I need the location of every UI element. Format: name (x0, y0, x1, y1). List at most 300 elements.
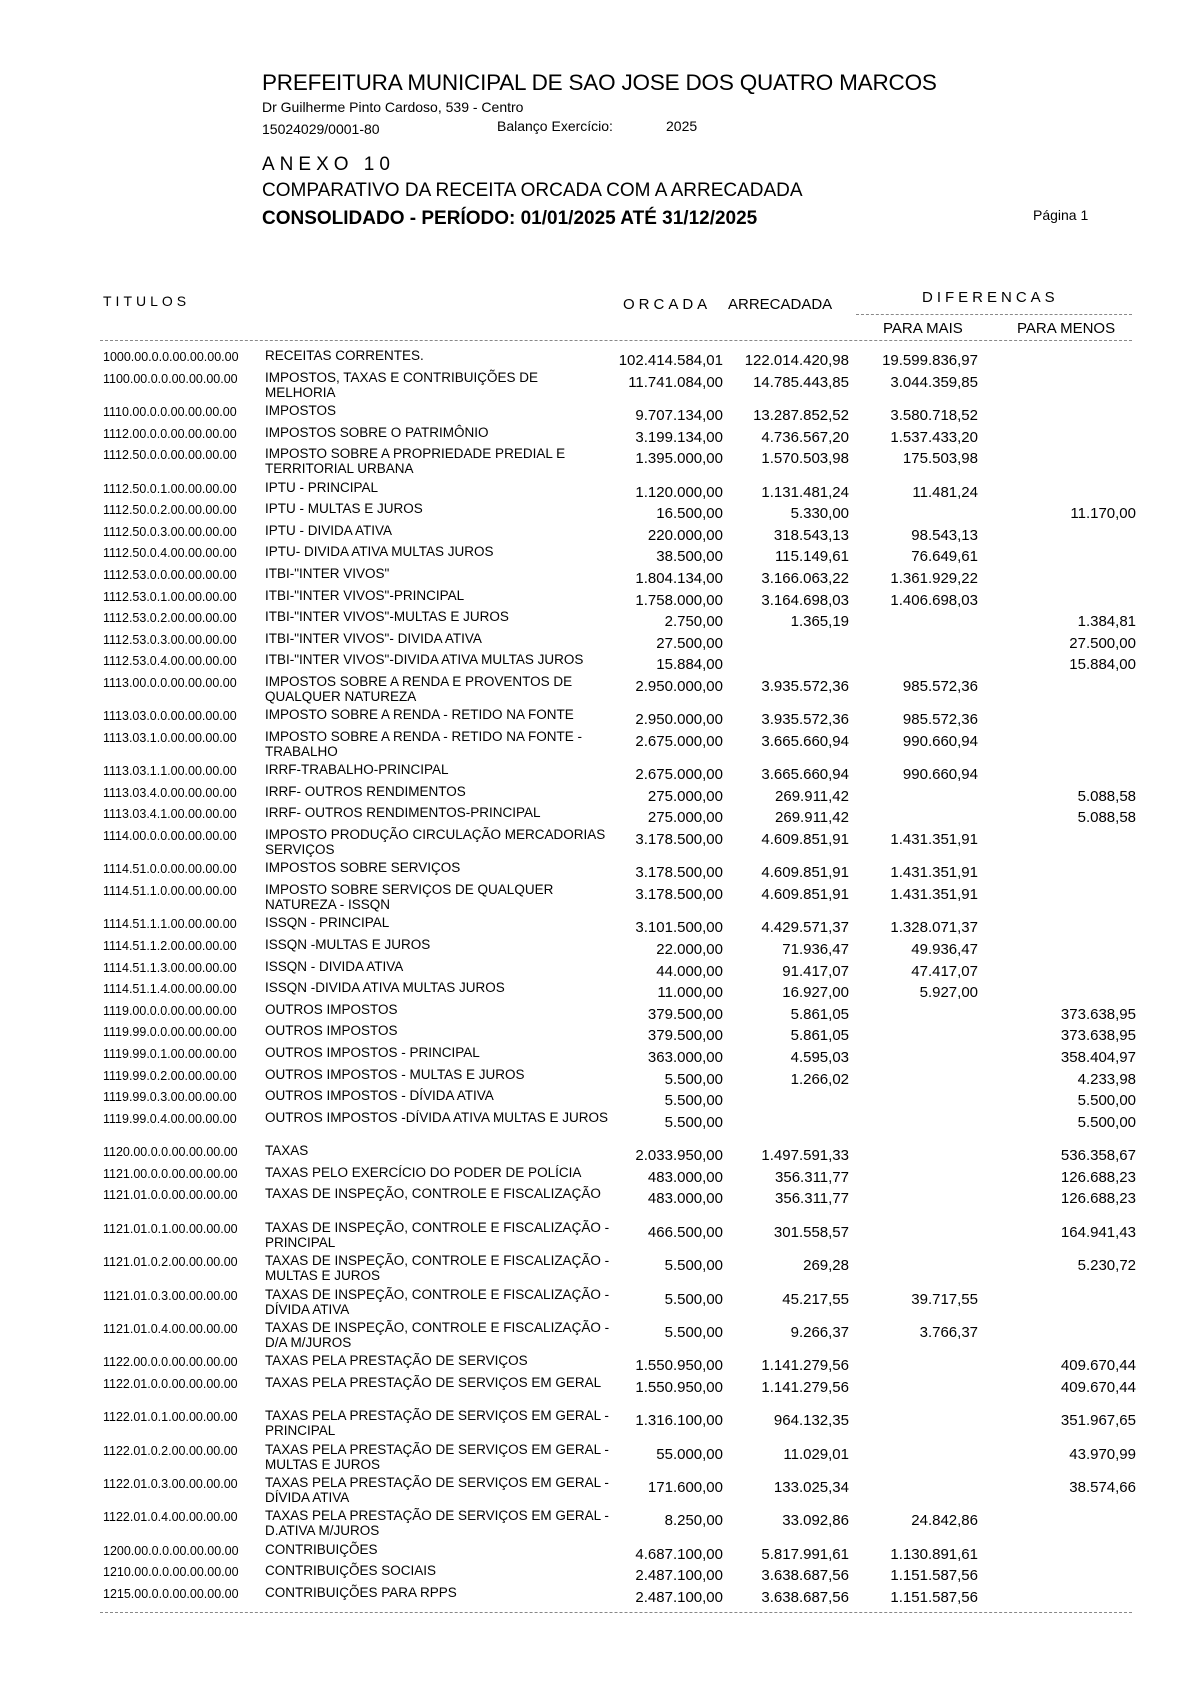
row-para-menos: 11.170,00 (1070, 505, 1136, 523)
row-para-menos: 164.941,43 (1060, 1223, 1136, 1241)
row-orcada: 22.000,00 (656, 941, 723, 959)
row-para-mais: 1.151.587,56 (890, 1567, 978, 1585)
row-para-mais: 1.328.071,37 (890, 919, 978, 937)
row-orcada: 1.395.000,00 (635, 450, 723, 468)
row-para-menos: 43.970,99 (1069, 1445, 1136, 1463)
row-orcada: 379.500,00 (647, 1027, 723, 1045)
table-row (0, 1583, 1190, 1605)
row-description: IMPOSTOS SOBRE A RENDA E PROVENTOS DE QUALQUER NATUREZA (265, 673, 573, 704)
row-orcada: 5.500,00 (664, 1113, 723, 1131)
row-code: 1121.01.0.1.00.00.00.00 (103, 1221, 238, 1236)
row-orcada: 2.750,00 (664, 613, 723, 631)
table-row (0, 1108, 1190, 1141)
row-description: IMPOSTO SOBRE SERVIÇOS DE QUALQUER NATUREZA - ISSQN (265, 882, 554, 913)
row-code: 1119.99.0.3.00.00.00.00 (103, 1090, 237, 1105)
row-arrecadada: 3.164.698,03 (761, 591, 849, 609)
row-orcada: 2.675.000,00 (635, 732, 723, 750)
row-code: 1112.53.0.3.00.00.00.00 (103, 632, 237, 647)
row-para-menos: 351.967,65 (1060, 1412, 1136, 1430)
row-description: ISSQN -MULTAS E JUROS (265, 937, 431, 953)
row-arrecadada: 269.911,42 (775, 787, 849, 805)
row-para-menos: 4.233,98 (1077, 1070, 1136, 1088)
row-code: 1122.00.0.0.00.00.00.00 (103, 1355, 238, 1370)
row-arrecadada: 91.417,07 (782, 962, 849, 980)
row-arrecadada: 5.817.991,61 (761, 1545, 849, 1563)
row-para-mais: 49.936,47 (911, 941, 978, 959)
row-arrecadada: 1.141.279,56 (761, 1378, 849, 1396)
row-description: OUTROS IMPOSTOS (265, 1001, 398, 1017)
row-description: TAXAS PELO EXERCÍCIO DO PODER DE POLÍCIA (265, 1164, 582, 1180)
row-code: 1119.99.0.0.00.00.00.00 (103, 1025, 237, 1040)
row-code: 1110.00.0.0.00.00.00.00 (103, 404, 237, 419)
row-description: TAXAS DE INSPEÇÃO, CONTROLE E FISCALIZAÇÃO - DÍVIDA ATIVA (265, 1286, 610, 1317)
organization-name: PREFEITURA MUNICIPAL DE SAO JOSE DOS QUATRO MARCOS (262, 70, 937, 95)
row-orcada: 27.500,00 (656, 634, 723, 652)
row-description: IRRF- OUTROS RENDIMENTOS (265, 783, 466, 799)
row-para-mais: 3.044.359,85 (890, 373, 978, 391)
row-para-menos: 373.638,95 (1060, 1027, 1136, 1045)
row-code: 1114.51.1.2.00.00.00.00 (103, 939, 237, 954)
row-description: TAXAS PELA PRESTAÇÃO DE SERVIÇOS EM GERAL - MULTAS E JUROS (265, 1441, 609, 1472)
row-arrecadada: 122.014.420,98 (744, 352, 849, 369)
row-description: TAXAS PELA PRESTAÇÃO DE SERVIÇOS EM GERAL - PRINCIPAL (265, 1408, 609, 1439)
row-code: 1100.00.0.0.00.00.00.00 (103, 371, 238, 386)
table-row (0, 1440, 1190, 1473)
row-orcada: 5.500,00 (664, 1290, 723, 1308)
table-row (0, 1251, 1190, 1284)
table-row (0, 935, 1190, 957)
row-code: 1122.01.0.2.00.00.00.00 (103, 1443, 238, 1458)
row-para-menos: 5.500,00 (1077, 1092, 1136, 1110)
row-arrecadada: 9.266,37 (790, 1323, 849, 1341)
row-para-mais: 985.572,36 (902, 711, 978, 729)
row-para-menos: 126.688,23 (1060, 1168, 1136, 1186)
row-arrecadada: 3.665.660,94 (761, 766, 849, 784)
row-code: 1113.03.1.0.00.00.00.00 (103, 730, 237, 745)
row-para-mais: 1.151.587,56 (890, 1589, 978, 1607)
table-row (0, 1561, 1190, 1583)
row-description: TAXAS (265, 1143, 309, 1159)
row-orcada: 275.000,00 (647, 809, 723, 827)
row-description: TAXAS DE INSPEÇÃO, CONTROLE E FISCALIZAÇÃO - PRINCIPAL (265, 1219, 610, 1250)
table-row (0, 672, 1190, 705)
row-code: 1114.51.0.0.00.00.00.00 (103, 862, 237, 877)
row-orcada: 1.758.000,00 (635, 591, 723, 609)
row-para-menos: 15.884,00 (1069, 656, 1136, 674)
row-description: ITBI-"INTER VIVOS" (265, 565, 390, 581)
row-arrecadada: 356.311,77 (775, 1168, 849, 1186)
row-arrecadada: 4.429.571,37 (761, 919, 849, 937)
row-code: 1113.03.0.0.00.00.00.00 (103, 709, 237, 724)
table-row (0, 542, 1190, 564)
row-arrecadada: 4.609.851,91 (761, 886, 849, 904)
annex-title: ANEXO 10 (262, 154, 395, 175)
row-code: 1113.00.0.0.00.00.00.00 (103, 675, 237, 690)
row-description: TAXAS PELA PRESTAÇÃO DE SERVIÇOS EM GERAL - D.ATIVA M/JUROS (265, 1508, 609, 1539)
row-orcada: 5.500,00 (664, 1092, 723, 1110)
row-orcada: 102.414.584,01 (618, 352, 723, 369)
row-description: ISSQN - DIVIDA ATIVA (265, 958, 404, 974)
row-orcada: 11.741.084,00 (628, 373, 723, 391)
table-row (0, 1184, 1190, 1217)
row-orcada: 44.000,00 (656, 962, 723, 980)
row-description: ISSQN -DIVIDA ATIVA MULTAS JUROS (265, 980, 505, 996)
row-orcada: 5.500,00 (664, 1323, 723, 1341)
table-row (0, 880, 1190, 913)
row-arrecadada: 5.861,05 (790, 1005, 849, 1023)
row-arrecadada: 71.936,47 (782, 941, 849, 959)
row-arrecadada: 16.927,00 (782, 984, 849, 1002)
row-code: 1113.03.4.1.00.00.00.00 (103, 807, 237, 822)
table-row (0, 478, 1190, 500)
row-description: TAXAS PELA PRESTAÇÃO DE SERVIÇOS EM GERAL - DÍVIDA ATIVA (265, 1475, 609, 1506)
row-para-mais: 1.431.351,91 (890, 864, 978, 882)
row-description: IMPOSTO SOBRE A RENDA - RETIDO NA FONTE - TRABALHO (265, 728, 583, 759)
table-row (0, 444, 1190, 477)
row-code: 1112.53.0.1.00.00.00.00 (103, 589, 237, 604)
row-para-mais: 5.927,00 (919, 984, 978, 1002)
row-orcada: 3.178.500,00 (635, 831, 723, 849)
row-description: IPTU- DIVIDA ATIVA MULTAS JUROS (265, 544, 494, 560)
row-code: 1112.53.0.4.00.00.00.00 (103, 654, 237, 669)
table-row (0, 1141, 1190, 1163)
table-row (0, 782, 1190, 804)
row-para-mais: 1.431.351,91 (890, 831, 978, 849)
row-orcada: 16.500,00 (656, 505, 723, 523)
row-para-mais: 1.406.698,03 (890, 591, 978, 609)
row-code: 1121.01.0.2.00.00.00.00 (103, 1255, 238, 1270)
table-row (0, 423, 1190, 445)
row-orcada: 2.950.000,00 (635, 677, 723, 695)
table-row (0, 1351, 1190, 1373)
column-header-orcada: ORCADA (623, 296, 712, 313)
row-orcada: 15.884,00 (656, 656, 723, 674)
row-arrecadada: 1.497.591,33 (761, 1147, 849, 1165)
row-code: 1200.00.0.0.00.00.00.00 (103, 1543, 239, 1558)
row-orcada: 220.000,00 (647, 526, 723, 544)
row-orcada: 466.500,00 (647, 1223, 723, 1241)
row-code: 1000.00.0.0.00.00.00.00 (103, 350, 239, 364)
row-para-menos: 409.670,44 (1060, 1378, 1136, 1396)
row-arrecadada: 133.025,34 (773, 1479, 849, 1497)
row-code: 1215.00.0.0.00.00.00.00 (103, 1587, 239, 1602)
table-row (0, 1163, 1190, 1185)
row-para-mais: 990.660,94 (902, 732, 978, 750)
report-period: CONSOLIDADO - PERÍODO: 01/01/2025 ATÉ 31/12/2025 (262, 208, 758, 229)
row-code: 1114.51.1.4.00.00.00.00 (103, 982, 237, 997)
table-row (0, 1065, 1190, 1087)
row-arrecadada: 318.543,13 (773, 526, 849, 544)
row-description: IPTU - MULTAS E JUROS (265, 501, 423, 517)
row-code: 1121.01.0.3.00.00.00.00 (103, 1288, 238, 1303)
row-description: TAXAS PELA PRESTAÇÃO DE SERVIÇOS EM GERAL (265, 1374, 602, 1390)
row-arrecadada: 4.609.851,91 (761, 864, 849, 882)
row-description: OUTROS IMPOSTOS - DÍVIDA ATIVA (265, 1088, 494, 1104)
row-description: TAXAS DE INSPEÇÃO, CONTROLE E FISCALIZAÇÃO - MULTAS E JUROS (265, 1253, 610, 1284)
row-para-mais: 11.481,24 (912, 483, 978, 501)
row-orcada: 171.600,00 (647, 1479, 723, 1497)
revenue-table (0, 346, 1190, 1605)
row-description: IMPOSTO SOBRE A PROPRIEDADE PREDIAL E TERRITORIAL URBANA (265, 446, 566, 477)
table-row (0, 1406, 1190, 1439)
row-para-menos: 373.638,95 (1060, 1005, 1136, 1023)
table-row (0, 1000, 1190, 1022)
row-code: 1121.01.0.0.00.00.00.00 (103, 1188, 238, 1203)
row-arrecadada: 11.029,01 (783, 1445, 849, 1463)
row-code: 1119.99.0.1.00.00.00.00 (103, 1047, 237, 1061)
row-arrecadada: 269.911,42 (775, 809, 849, 827)
organization-address: Dr Guilherme Pinto Cardoso, 539 - Centro (262, 99, 524, 115)
column-header-diferencas: DIFERENCAS (922, 289, 1059, 306)
row-code: 1122.01.0.3.00.00.00.00 (103, 1477, 238, 1492)
table-row (0, 760, 1190, 782)
row-code: 1210.00.0.0.00.00.00.00 (103, 1565, 239, 1580)
row-arrecadada: 3.638.687,56 (761, 1567, 849, 1585)
table-row (0, 499, 1190, 521)
row-para-mais: 3.580.718,52 (890, 406, 978, 424)
row-orcada: 9.707.134,00 (635, 406, 723, 424)
row-code: 1122.01.0.1.00.00.00.00 (103, 1410, 238, 1425)
table-row (0, 346, 1190, 368)
row-orcada: 1.804.134,00 (635, 569, 723, 587)
row-description: TAXAS DE INSPEÇÃO, CONTROLE E FISCALIZAÇÃO -D/A M/JUROS (265, 1319, 610, 1350)
row-arrecadada: 964.132,35 (773, 1412, 849, 1430)
table-row (0, 564, 1190, 586)
row-code: 1113.03.4.0.00.00.00.00 (103, 785, 237, 800)
row-code: 1114.51.1.3.00.00.00.00 (103, 960, 237, 975)
row-arrecadada: 1.131.481,24 (761, 483, 849, 501)
row-description: OUTROS IMPOSTOS - PRINCIPAL (265, 1045, 480, 1060)
row-description: OUTROS IMPOSTOS (265, 1023, 398, 1039)
row-para-mais: 175.503,98 (902, 450, 978, 468)
row-code: 1112.50.0.1.00.00.00.00 (103, 481, 237, 496)
column-header-titulos: TITULOS (103, 293, 191, 309)
row-arrecadada: 1.266,02 (790, 1070, 849, 1088)
row-orcada: 5.500,00 (664, 1257, 723, 1275)
row-orcada: 2.950.000,00 (635, 711, 723, 729)
row-para-mais: 76.649,61 (911, 548, 978, 566)
row-orcada: 3.199.134,00 (635, 428, 723, 446)
table-row (0, 401, 1190, 423)
column-header-para-mais: PARA MAIS (883, 320, 963, 337)
row-arrecadada: 3.638.687,56 (761, 1589, 849, 1607)
row-arrecadada: 269,28 (803, 1257, 849, 1275)
table-row (0, 1218, 1190, 1251)
row-para-menos: 5.230,72 (1077, 1257, 1136, 1275)
row-arrecadada: 1.141.279,56 (761, 1357, 849, 1375)
row-arrecadada: 33.092,86 (782, 1512, 849, 1530)
row-description: OUTROS IMPOSTOS -DÍVIDA ATIVA MULTAS E JUROS (265, 1109, 609, 1125)
row-para-mais: 39.717,55 (911, 1290, 978, 1308)
row-para-mais: 98.543,13 (911, 526, 978, 544)
row-arrecadada: 3.166.063,22 (761, 569, 849, 587)
row-code: 1120.00.0.0.00.00.00.00 (103, 1145, 238, 1160)
row-description: ITBI-"INTER VIVOS"-DIVIDA ATIVA MULTAS JUROS (265, 652, 584, 668)
row-code: 1122.01.0.4.00.00.00.00 (103, 1510, 238, 1525)
row-orcada: 483.000,00 (647, 1168, 723, 1186)
row-orcada: 3.178.500,00 (635, 886, 723, 904)
row-description: IMPOSTOS SOBRE SERVIÇOS (265, 860, 461, 876)
row-para-mais: 1.130.891,61 (890, 1545, 978, 1563)
table-row (0, 825, 1190, 858)
row-arrecadada: 13.287.852,52 (753, 406, 849, 424)
row-description: RECEITAS CORRENTES. (265, 348, 424, 363)
row-para-menos: 5.500,00 (1077, 1113, 1136, 1131)
row-code: 1112.50.0.0.00.00.00.00 (103, 448, 237, 463)
table-row (0, 368, 1190, 401)
row-orcada: 483.000,00 (647, 1190, 723, 1208)
row-orcada: 379.500,00 (647, 1005, 723, 1023)
table-row (0, 1086, 1190, 1108)
table-row (0, 586, 1190, 608)
row-arrecadada: 115.149,61 (775, 548, 849, 566)
row-para-mais: 1.431.351,91 (890, 886, 978, 904)
table-row (0, 1473, 1190, 1506)
row-orcada: 4.687.100,00 (635, 1545, 723, 1563)
row-para-mais: 19.599.836,97 (882, 352, 978, 369)
row-code: 1122.01.0.0.00.00.00.00 (103, 1376, 238, 1391)
row-orcada: 2.033.950,00 (635, 1147, 723, 1165)
table-row (0, 1043, 1190, 1065)
row-description: IRRF- OUTROS RENDIMENTOS-PRINCIPAL (265, 805, 541, 821)
row-orcada: 38.500,00 (656, 548, 723, 566)
row-description: CONTRIBUIÇÕES SOCIAIS (265, 1563, 437, 1579)
table-row (0, 629, 1190, 651)
row-arrecadada: 1.365,19 (790, 613, 849, 631)
row-para-mais: 990.660,94 (902, 766, 978, 784)
row-code: 1121.01.0.4.00.00.00.00 (103, 1321, 238, 1336)
row-para-menos: 5.088,58 (1077, 809, 1136, 827)
row-arrecadada: 1.570.503,98 (761, 450, 849, 468)
table-row (0, 1373, 1190, 1406)
row-orcada: 1.550.950,00 (635, 1378, 723, 1396)
row-orcada: 3.178.500,00 (635, 864, 723, 882)
row-description: IMPOSTOS (265, 402, 337, 418)
row-code: 1113.03.1.1.00.00.00.00 (103, 764, 237, 779)
table-row (0, 913, 1190, 935)
footer-divider (100, 1612, 1132, 1613)
table-row (0, 1506, 1190, 1539)
row-orcada: 1.316.100,00 (635, 1412, 723, 1430)
row-para-menos: 5.088,58 (1077, 787, 1136, 805)
row-arrecadada: 45.217,55 (782, 1290, 849, 1308)
row-para-menos: 126.688,23 (1060, 1190, 1136, 1208)
row-orcada: 363.000,00 (647, 1049, 723, 1066)
row-orcada: 2.675.000,00 (635, 766, 723, 784)
table-row (0, 1540, 1190, 1562)
row-description: IPTU - DIVIDA ATIVA (265, 522, 393, 538)
row-description: IPTU - PRINCIPAL (265, 479, 379, 495)
table-row (0, 1318, 1190, 1351)
table-row (0, 607, 1190, 629)
row-code: 1119.00.0.0.00.00.00.00 (103, 1003, 237, 1018)
row-description: OUTROS IMPOSTOS - MULTAS E JUROS (265, 1066, 525, 1082)
balance-year: 2025 (666, 118, 698, 134)
row-arrecadada: 4.595,03 (790, 1049, 849, 1066)
row-arrecadada: 3.935.572,36 (761, 677, 849, 695)
row-code: 1112.50.0.3.00.00.00.00 (103, 524, 237, 539)
organization-cnpj: 15024029/0001-80 (262, 121, 380, 137)
row-para-menos: 27.500,00 (1069, 634, 1136, 652)
row-orcada: 2.487.100,00 (635, 1567, 723, 1585)
row-arrecadada: 3.935.572,36 (761, 711, 849, 729)
row-orcada: 275.000,00 (647, 787, 723, 805)
row-description: CONTRIBUIÇÕES (265, 1541, 378, 1557)
row-code: 1114.51.1.1.00.00.00.00 (103, 917, 237, 932)
row-orcada: 3.101.500,00 (635, 919, 723, 937)
row-orcada: 8.250,00 (664, 1512, 723, 1530)
column-header-para-menos: PARA MENOS (1017, 320, 1116, 337)
row-para-mais: 1.537.433,20 (890, 428, 978, 446)
row-description: IMPOSTOS, TAXAS E CONTRIBUIÇÕES DE MELHORIA (265, 369, 539, 400)
row-arrecadada: 5.861,05 (790, 1027, 849, 1045)
row-para-menos: 409.670,44 (1060, 1357, 1136, 1375)
row-para-menos: 358.404,97 (1060, 1049, 1136, 1066)
column-header-arrecadada: ARRECADADA (728, 296, 833, 313)
table-row (0, 858, 1190, 880)
row-description: TAXAS DE INSPEÇÃO, CONTROLE E FISCALIZAÇÃO (265, 1186, 601, 1202)
row-orcada: 55.000,00 (656, 1445, 723, 1463)
row-para-menos: 536.358,67 (1060, 1147, 1136, 1165)
page-number: Página 1 (1033, 207, 1089, 223)
row-arrecadada: 14.785.443,85 (753, 373, 849, 391)
row-arrecadada: 356.311,77 (775, 1190, 849, 1208)
row-code: 1112.50.0.4.00.00.00.00 (103, 546, 237, 561)
row-arrecadada: 5.330,00 (790, 505, 849, 523)
row-code: 1112.00.0.0.00.00.00.00 (103, 426, 237, 441)
row-description: TAXAS PELA PRESTAÇÃO DE SERVIÇOS (265, 1353, 528, 1369)
row-arrecadada: 3.665.660,94 (761, 732, 849, 750)
balance-label: Balanço Exercício: (497, 118, 613, 134)
row-orcada: 11.000,00 (657, 984, 723, 1002)
table-row (0, 650, 1190, 672)
row-description: ITBI-"INTER VIVOS"-MULTAS E JUROS (265, 609, 509, 625)
row-code: 1114.51.1.0.00.00.00.00 (103, 884, 237, 899)
table-row (0, 803, 1190, 825)
row-para-mais: 47.417,07 (911, 962, 978, 980)
row-code: 1114.00.0.0.00.00.00.00 (103, 829, 237, 844)
row-para-mais: 985.572,36 (902, 677, 978, 695)
row-code: 1112.50.0.2.00.00.00.00 (103, 503, 237, 518)
table-row (0, 957, 1190, 979)
table-row (0, 1021, 1190, 1043)
row-arrecadada: 301.558,57 (773, 1223, 849, 1241)
row-arrecadada: 4.609.851,91 (761, 831, 849, 849)
header-divider (100, 340, 1132, 341)
row-para-mais: 3.766,37 (919, 1323, 978, 1341)
row-description: CONTRIBUIÇÕES PARA RPPS (265, 1585, 457, 1601)
row-description: IMPOSTO PRODUÇÃO CIRCULAÇÃO MERCADORIAS SERVIÇOS (265, 827, 606, 858)
row-para-menos: 1.384,81 (1077, 613, 1136, 631)
row-description: ITBI-"INTER VIVOS"- DIVIDA ATIVA (265, 630, 482, 646)
row-description: IMPOSTOS SOBRE O PATRIMÔNIO (265, 424, 489, 440)
row-orcada: 2.487.100,00 (635, 1589, 723, 1607)
row-orcada: 5.500,00 (664, 1070, 723, 1088)
row-description: ISSQN - PRINCIPAL (265, 915, 390, 931)
row-orcada: 1.120.000,00 (635, 483, 723, 501)
row-orcada: 1.550.950,00 (635, 1357, 723, 1375)
header-divider-diferencas (856, 314, 1132, 315)
row-code: 1112.53.0.2.00.00.00.00 (103, 611, 237, 626)
row-code: 1119.99.0.4.00.00.00.00 (103, 1111, 237, 1126)
row-description: IRRF-TRABALHO-PRINCIPAL (265, 762, 449, 778)
row-description: ITBI-"INTER VIVOS"-PRINCIPAL (265, 587, 465, 603)
row-code: 1121.00.0.0.00.00.00.00 (103, 1166, 238, 1181)
row-description: IMPOSTO SOBRE A RENDA - RETIDO NA FONTE (265, 707, 574, 723)
row-para-menos: 38.574,66 (1069, 1479, 1136, 1497)
report-subtitle: COMPARATIVO DA RECEITA ORCADA COM A ARRECADADA (262, 180, 803, 201)
row-para-mais: 24.842,86 (911, 1512, 978, 1530)
